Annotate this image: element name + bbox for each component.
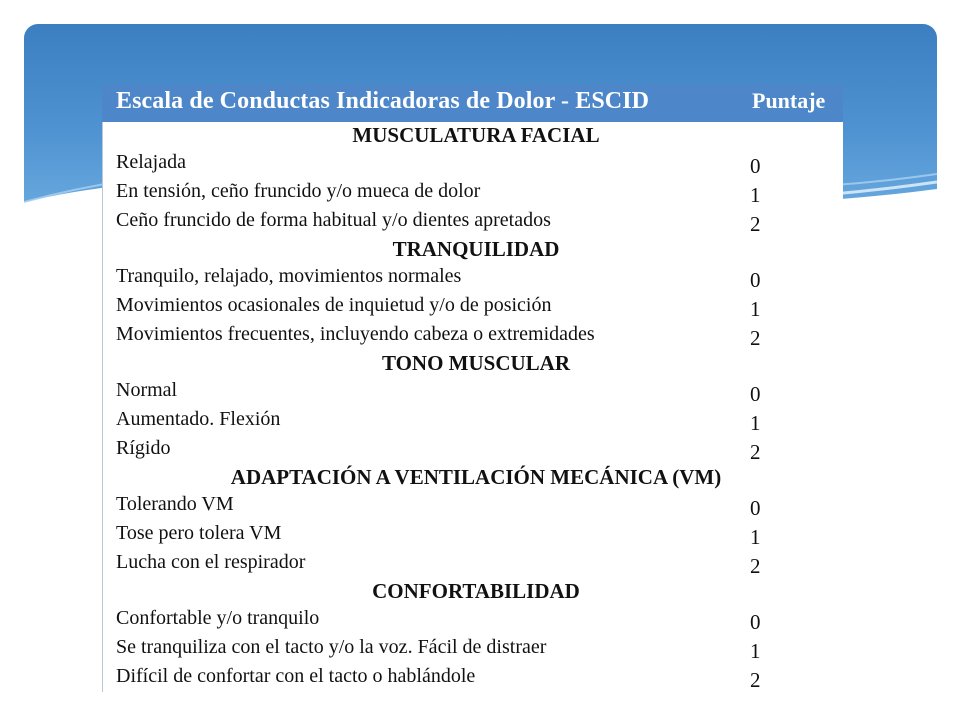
item-score: 2 — [750, 668, 761, 692]
item-score: 0 — [750, 154, 761, 178]
item-label: Movimientos frecuentes, incluyendo cabeza o extremidades — [116, 323, 595, 345]
table-row — [102, 178, 843, 207]
table-row — [102, 263, 843, 292]
item-score: 2 — [750, 212, 761, 236]
item-score: 0 — [750, 382, 761, 406]
item-label: Lucha con el respirador — [116, 551, 306, 573]
item-score: 1 — [750, 297, 761, 321]
item-score: 1 — [750, 411, 761, 435]
item-score: 2 — [750, 554, 761, 578]
table-title-bar — [102, 84, 843, 122]
table-row — [102, 663, 843, 692]
item-label: Ceño fruncido de forma habitual y/o dientes apretados — [116, 209, 551, 231]
item-score: 1 — [750, 525, 761, 549]
table-row — [102, 549, 843, 578]
section-heading: MUSCULATURA FACIAL — [352, 123, 600, 147]
section-heading: TRANQUILIDAD — [392, 237, 560, 261]
table-row — [102, 406, 843, 435]
item-score: 0 — [750, 610, 761, 634]
item-label: En tensión, ceño fruncido y/o mueca de dolor — [116, 180, 481, 202]
item-label: Rígido — [116, 437, 171, 459]
item-score: 2 — [750, 326, 761, 350]
section-heading: TONO MUSCULAR — [381, 351, 571, 375]
item-score: 0 — [750, 496, 761, 520]
table-row — [102, 321, 843, 350]
score-column-header: Puntaje — [752, 88, 826, 113]
table-row — [102, 435, 843, 464]
item-score: 2 — [750, 440, 761, 464]
table-row — [102, 292, 843, 321]
table-row — [102, 377, 843, 406]
table-row — [102, 491, 843, 520]
item-label: Aumentado. Flexión — [116, 408, 281, 430]
table-row — [102, 520, 843, 549]
item-label: Tolerando VM — [116, 493, 234, 515]
table-row — [102, 149, 843, 178]
table-row — [102, 634, 843, 663]
item-label: Confortable y/o tranquilo — [116, 607, 320, 629]
item-label: Normal — [116, 379, 178, 401]
item-label: Tranquilo, relajado, movimientos normales — [116, 265, 462, 287]
escid-table — [102, 84, 843, 692]
scale-sections — [102, 122, 843, 692]
item-score: 1 — [750, 639, 761, 663]
item-label: Tose pero tolera VM — [116, 522, 282, 544]
item-label: Se tranquiliza con el tacto y/o la voz. Fácil de distraer — [116, 636, 547, 658]
section-heading: ADAPTACIÓN A VENTILACIÓN MECÁNICA (VM) — [230, 465, 722, 489]
item-label: Movimientos ocasionales de inquietud y/o de posición — [116, 294, 552, 316]
item-label: Relajada — [116, 151, 186, 173]
table-row — [102, 207, 843, 236]
table-row — [102, 605, 843, 634]
item-score: 1 — [750, 183, 761, 207]
item-score: 0 — [750, 268, 761, 292]
item-label: Difícil de confortar con el tacto o hablándole — [116, 665, 476, 687]
section-heading: CONFORTABILIDAD — [372, 579, 580, 603]
table-title: Escala de Conductas Indicadoras de Dolor - ESCID — [116, 88, 650, 114]
